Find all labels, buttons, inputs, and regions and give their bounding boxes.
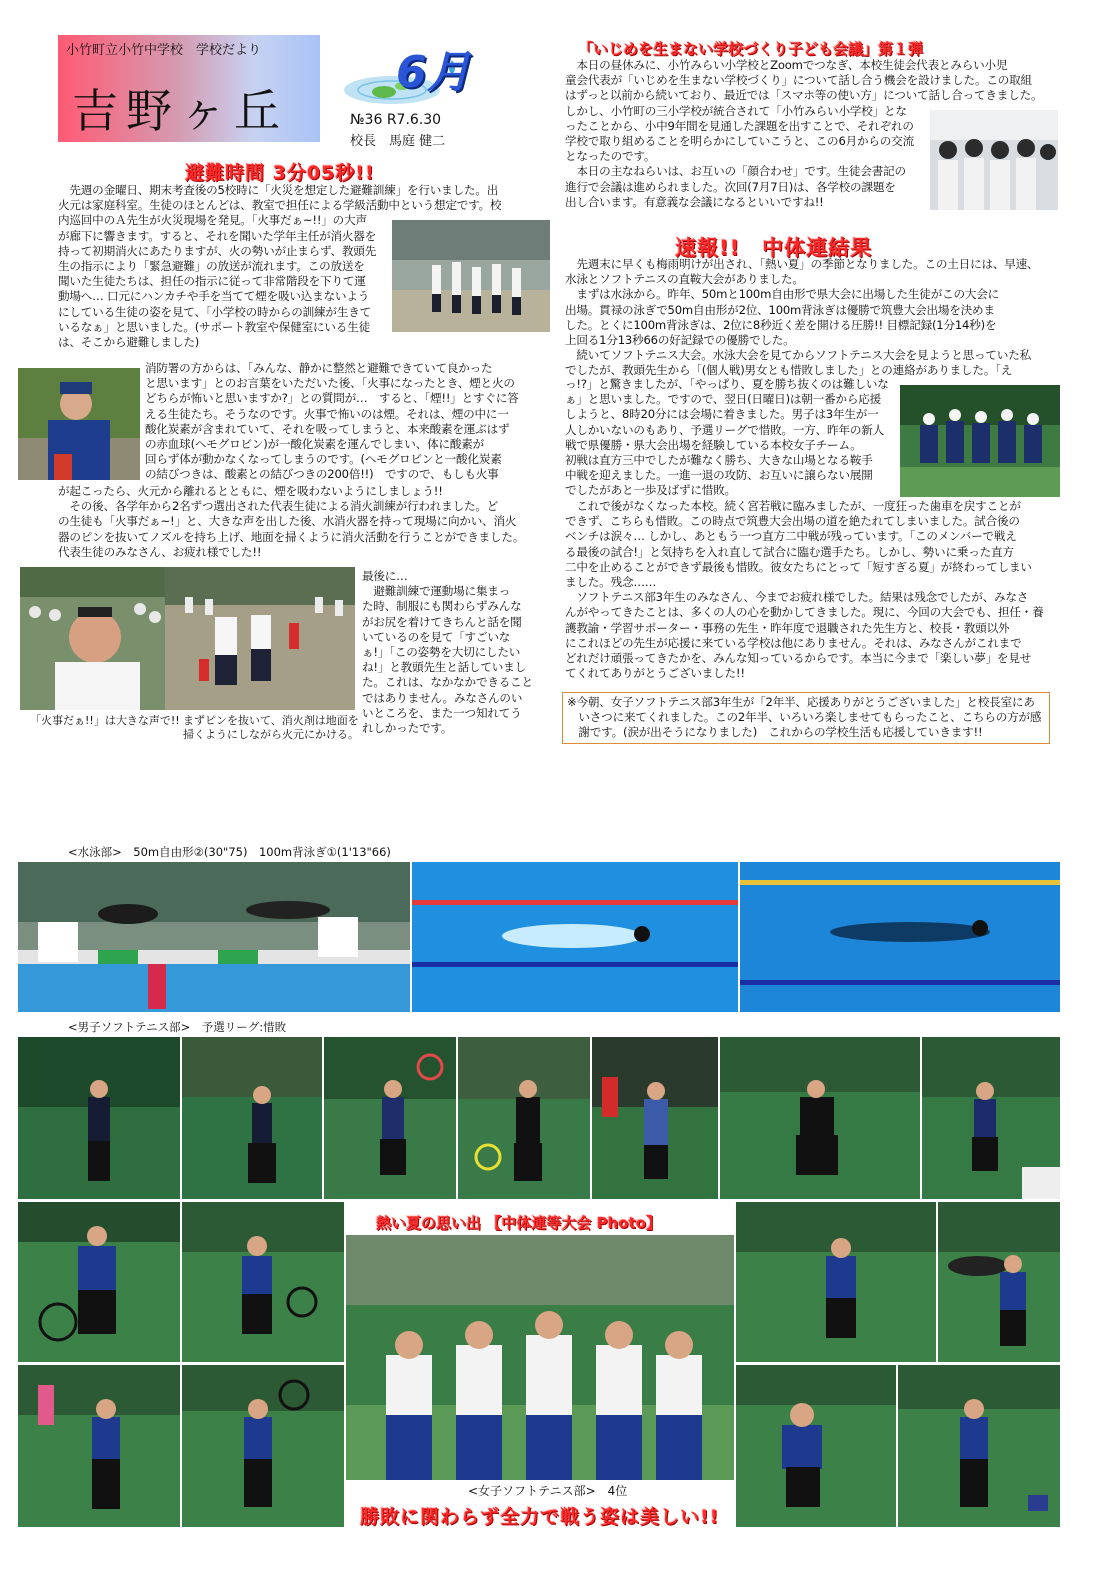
evacuation-para1: 先週の金曜日、期末考査後の5校時に「火災を想定した避難訓練」を行いました。出 火元は家庭科室。生徒のほとんどは、教室で担任による学級活動中という想定です。校 内巡回中のＡ先生が火災現場を発見。「火事だぁ~!!」の大声 が廊下に響きます。すると、それを聞いた学年主任が消火器を 持って初期消火にあたりますが、火の勢いが止まらず、教頭先 生の指示により「緊急避難」の放送が流れます。この放送を 聞いた生徒たちは、担任の指示に従って非常階段を下りて運 動場へ… 口元にハンカチや手を当てて煙を吸い込まないよう にしている生徒の姿を見て、「小学校の時からの訓練が生きて いるなぁ」と思いました。(サポート教室や保健室にいる生徒 は、そこから避難しました)	[58, 183, 502, 350]
swim-caption: <水泳部> 50m自由形②(30"75) 100m背泳ぎ①(1'13"66)	[68, 845, 391, 859]
girls-tennis-photo-7	[736, 1365, 896, 1527]
girls-tennis-photo-3	[18, 1365, 180, 1527]
sports-results-para1: 先週末に早くも梅雨明けが出され、「熱い夏」の季節となりました。この土日には、早速、 水泳とソフトテニスの直鞍大会がありました。 まずは水泳から。昨年、50mと100m自由形で県大会に出場した生徒がこの大会に 出場。貫禄の泳ぎで50m自由形が2位、100m背泳ぎは優勝で筑豊大会出場を決めま した。とくに100m背泳ぎは、2位に8秒近く差を開ける圧勝!! 目標記録(1分14秒)を 上回る1分13秒66の好記録での優勝でした。 続いてソフトテニス大会。水泳大会を見てからソフトテニス大会を見ようと思っていた私 でしたが、教頭先生から「(個人戦)男女とも惜敗しました」との連絡がありました。「え	[565, 257, 1039, 378]
month-label: 6月	[396, 47, 471, 98]
zoom-meeting-photo	[930, 110, 1058, 210]
boys-tennis-photo-4	[458, 1037, 590, 1199]
anti-bullying-title: 「いじめを生まない学校づくり子ども会議」第１弾	[578, 40, 924, 58]
boys-tennis-photo-5	[592, 1037, 718, 1199]
masthead	[58, 35, 320, 142]
evacuation-para4: 最後に… 避難訓練で運動場に集まっ た時、制服にも関わらずみんな がお尻を着けてきちんと話を聞 いているのを見て「すごいな ぁ!」「この姿勢を大切にしたい ね!」と教頭先生と話していまし た。これは、なかなかできること ではありません。みなさんのい いところを、また一つ知れてう れしかったです。	[362, 569, 533, 736]
swim-freestyle-photo	[740, 862, 1060, 1012]
girls-slogan: 勝敗に関わらず全力で戦う姿は美しい!!	[360, 1506, 720, 1528]
girls-tennis-photo-8	[898, 1365, 1060, 1527]
boys-tennis-photo-6	[720, 1037, 920, 1199]
boys-tennis-photo-1	[18, 1037, 180, 1199]
swim-start-photo	[18, 862, 410, 1012]
sports-results-para3: これで後がなくなった本校。続く宮若戦に臨みましたが、一度狂った歯車を戻すことが できず、こちらも惜敗。この時点で筑豊大会出場の道を絶たれてしまいました。試合後の ベンチは涙々… しかし、あともう一つ直方二中戦が残っています。「このメンバーで戦え る最後の試合!」と気持ちを入れ直して試合に臨む選手たち。しかし、勢いに乗った直方 二中を止めることができず最後も惜敗。彼女たちにとって「短すぎる夏」が終わってしまい ました。残念…… ソフトテニス部3年生のみなさん、今までお疲れ様でした。結果は残念でしたが、みなさ んがやってきたことは、多くの人の心を動かしてきました。現に、今回の大会でも、担任・養 護教諭・学習サポーター・事務の先生・昨年度で退職された先生方と、校長・教頭以外 にこれほどの先生が応援に来ている学校は他にありません。それは、みなさんがこれまで どれだけ頑張ってきたかを、みんな知っているからです。本当に今まで「楽しい夢」を見せ てくれてありがとうございました!!	[565, 499, 1044, 681]
tennis-team-photo	[900, 385, 1060, 497]
sports-results-para2: っ!?」と驚きましたが、「やっぱり、夏を勝ち抜くのは難しいな ぁ」と思いました。ですので、翌日(日曜日)は朝一番から応援 しようと、8時20分には会場に着きました。男子は3年生が一 人しかいないのもあり、予選リーグで惜敗。一方、昨年の新人 戦で県優勝・県大会出場を経験している本校女子チーム。 初戦は直方三中でしたが難なく勝ち、大きな山場となる鞍手 中戦を迎えました。一進一退の攻防、お互いに譲らない展開 でしたがあと一歩及ばずに惜敗。	[565, 377, 889, 498]
girls-photo-title: 熱い夏の思い出 【中体連等大会 Photo】	[376, 1214, 661, 1232]
girls-team-celebration-photo	[346, 1235, 734, 1480]
girls-tennis-photo-5	[736, 1202, 936, 1362]
thanks-note: ※今朝、女子ソフトテニス部3年生が「2年半、応援ありがとうございました」と校長室にあ いさつに来てくれました。この2年半、いろいろ楽しませてもらったこと、こちらの方が感 謝です。(涙が出そうになりました) これからの学校生活も応援していきます!!	[562, 692, 1050, 744]
school-label: 小竹町立小竹中学校 学校だより	[66, 43, 262, 58]
evacuation-para3: が起こったら、火元から離れるとともに、煙を吸わないようにしましょう!! その後、各学年から2名ずつ選出された代表生徒による消火訓練が行われました。ど の生徒も「火事だぁ~!」と、大きな声を出した後、水消火器を持って現場に向かい、消火 器のピンを抜いてノズルを持ち上げ、地面を掃くように消火活動を行うことができました。 代表生徒のみなさん、お疲れ様でした!!	[58, 484, 525, 559]
girls-tennis-photo-1	[18, 1202, 180, 1362]
boys-tennis-photo-2	[182, 1037, 322, 1199]
fire-drill-photo-2	[165, 567, 355, 710]
evacuation-title: 避難時間 3分05秒!!	[185, 162, 375, 184]
sports-results-title: 速報!! 中体連結果	[675, 236, 873, 260]
boys-tennis-photo-7	[922, 1037, 1060, 1199]
girls-tennis-photo-2	[182, 1202, 344, 1362]
boys-tennis-caption: <男子ソフトテニス部> 予選リーグ:惜敗	[68, 1020, 287, 1034]
girls-tennis-caption: <女子ソフトテニス部> 4位	[468, 1484, 628, 1498]
evacuation-para2: 消防署の方からは、「みんな、静かに整然と避難できていて良かった と思います」とのお言葉をいただいた後、「火事になったとき、煙と火の どちらが怖いと思いますか?」との質問が… すると、「煙!!」とすぐに答 える生徒たち。そうなのです。火事で怖いのは煙。それは、煙の中に一 酸化炭素が含まれていて、それを吸ってしまうと、本来酸素を運ぶはず の赤血球(ヘモグロビン)が一酸化炭素を運んでしまい、体に酸素が 回らず体が動かなくなってしまうのです。(ヘモグロビンと一酸化炭素 の結びつきは、酸素との結びつきの200倍!!) ですので、もしも火事	[145, 361, 519, 482]
firefighter-photo	[18, 368, 140, 480]
evacuation-photo	[392, 220, 550, 332]
principal-name: 校長 馬庭 健二	[350, 134, 446, 149]
fire-drill-photo-1	[20, 567, 165, 710]
girls-tennis-photo-4	[182, 1365, 344, 1527]
fire-drill-caption-2: まずピンを抜いて、消火剤は地面を 掃くようにしながら火元にかける。	[183, 714, 359, 741]
anti-bullying-para: 本日の昼休みに、小竹みらい小学校とZoomでつなぎ、本校生徒会代表とみらい小児 童会代表が「いじめを生まない学校づくり」について話し合う機会を設けました。この取組 はずっと以前から続いており、最近では「スマホ等の使い方」について話し合ってきました。 しかし、小竹町の三小学校が統合されて「小竹みらい小学校」とな ったことから、小中9年間を見通した課題を出すことで、それぞれの 学校で取り組めることを明らかにしていこうと、この6月からの交流 となったのです。 本日の主なねらいは、お互いの「顔合わせ」です。生徒会書記の 進行で会議は進められました。次回(7月7日)は、各学校の課題を 出し合います。有意義な会議になるといいですね!!	[565, 58, 1043, 209]
swim-backstroke-photo	[412, 862, 738, 1012]
month-badge	[340, 40, 475, 110]
newsletter-title: 吉野ヶ丘	[72, 84, 288, 138]
boys-tennis-photo-3	[324, 1037, 456, 1199]
issue-number: №36 R7.6.30	[350, 112, 442, 128]
girls-tennis-photo-6	[938, 1202, 1060, 1362]
fire-drill-caption-1: 「火事だぁ!!」は大きな声で!!	[30, 714, 180, 727]
